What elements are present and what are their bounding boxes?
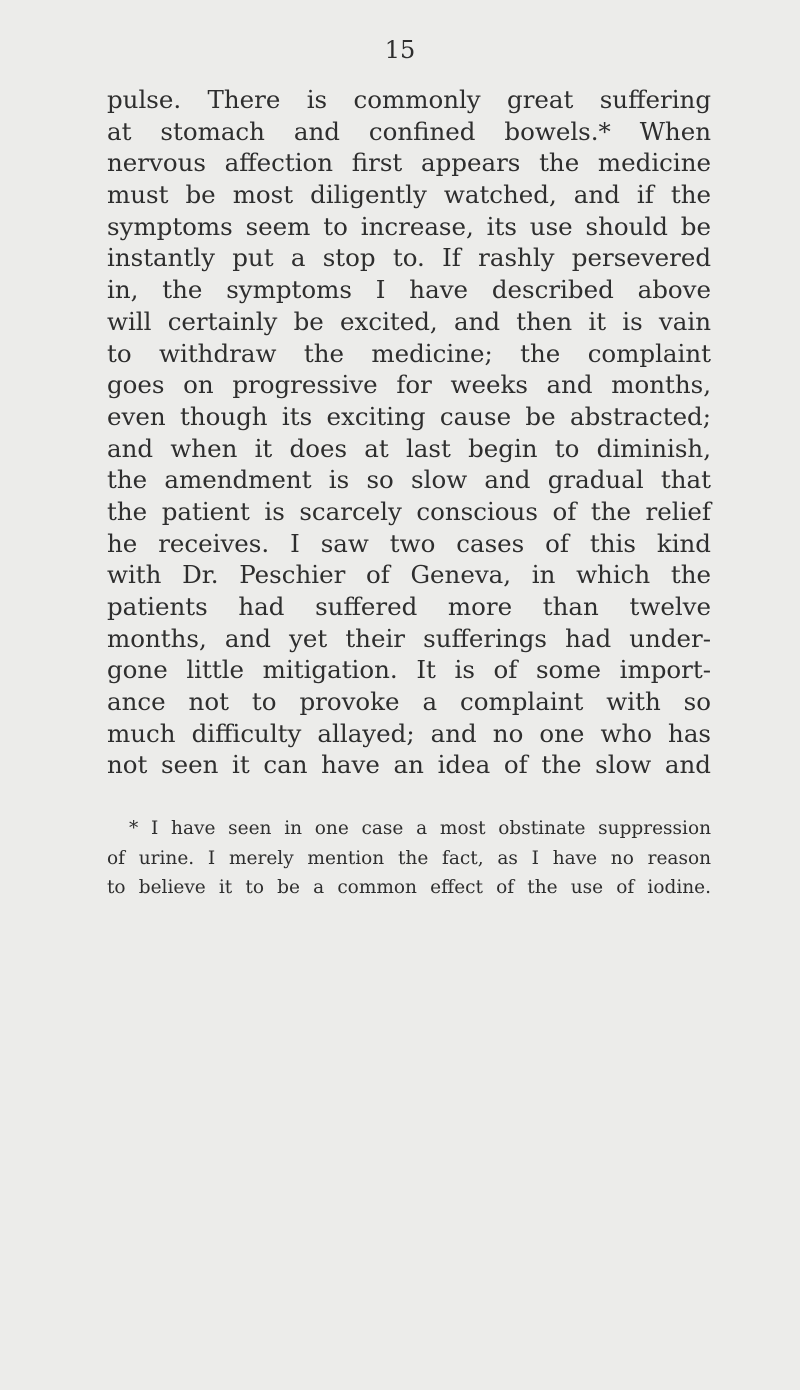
footnote — [107, 814, 711, 903]
body-line: at stomach and confined bowels.* When — [107, 116, 711, 146]
body-line: patients had suffered more than twelve — [107, 592, 711, 621]
body-line: symptoms seem to increase, its use should be — [107, 211, 711, 241]
body-line: instantly put a stop to. If rashly persevered — [107, 243, 711, 273]
page-number: 15 — [384, 36, 416, 64]
body-line: much difficulty allayed; and no one who has — [107, 718, 711, 748]
body-line: and when it does at last begin to diminish, — [107, 433, 711, 463]
body-line: nervous affection first appears the medicine — [107, 148, 711, 178]
footnote-line: * I have seen in one case a most obstinate suppression — [129, 818, 711, 839]
body-line: months, and yet their sufferings had under- — [107, 623, 711, 653]
body-line: gone little mitigation. It is of some import- — [107, 655, 711, 685]
body-line: not seen it can have an idea of the slow and — [107, 750, 711, 780]
body-line: will certainly be excited, and then it is vain — [107, 306, 711, 336]
body-line: in, the symptoms I have described above — [107, 275, 711, 305]
body-text — [107, 84, 711, 781]
body-line: ance not to provoke a complaint with so — [107, 687, 711, 717]
body-line: goes on progressive for weeks and months, — [107, 370, 711, 400]
body-line: the patient is scarcely conscious of the relief — [107, 496, 711, 526]
body-line: to withdraw the medicine; the complaint — [107, 338, 711, 368]
footnote-line: to believe it to be a common effect of the use of iodine. — [107, 877, 711, 898]
body-line: he receives. I saw two cases of this kind — [107, 528, 711, 558]
body-line: pulse. There is commonly great suffering — [107, 85, 711, 114]
body-line: must be most diligently watched, and if the — [107, 180, 711, 210]
footnote-line: of urine. I merely mention the fact, as I have no reason — [107, 847, 711, 869]
body-line: with Dr. Peschier of Geneva, in which the — [107, 560, 711, 590]
body-line: the amendment is so slow and gradual that — [107, 465, 711, 495]
body-line: even though its exciting cause be abstracted; — [107, 401, 711, 431]
